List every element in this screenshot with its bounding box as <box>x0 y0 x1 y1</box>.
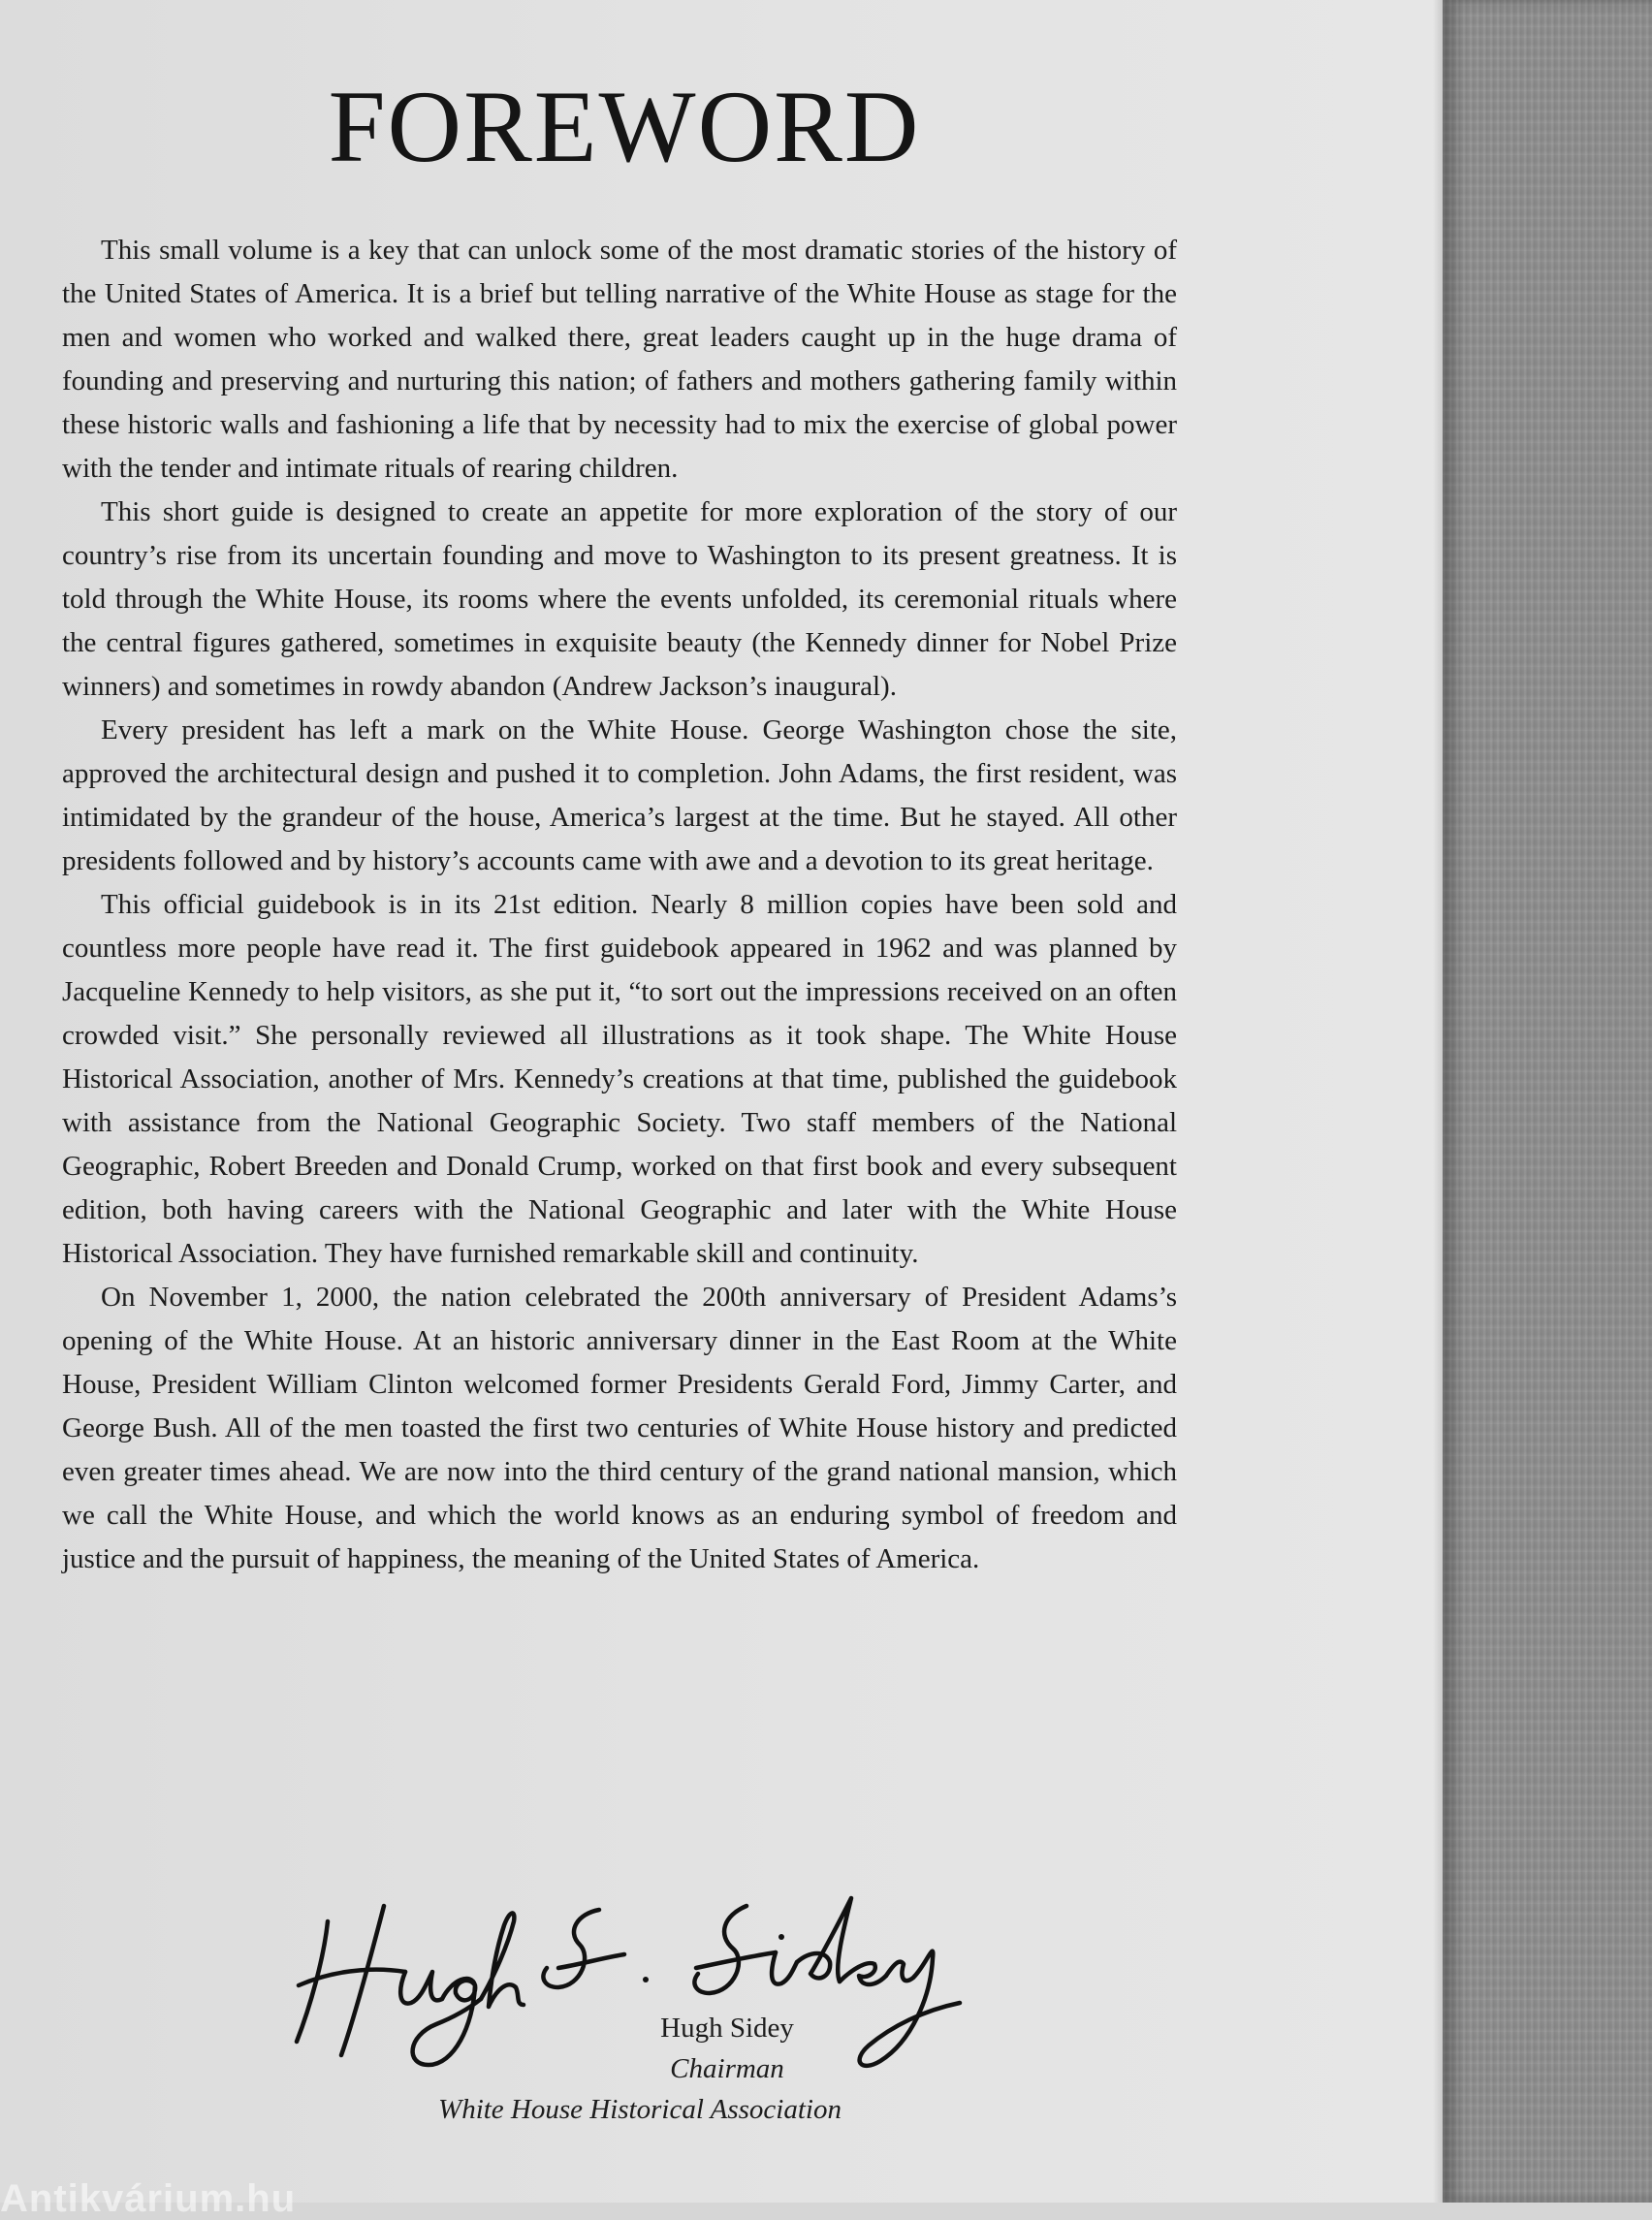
signer-organization: White House Historical Association <box>438 2094 842 2125</box>
watermark: Antikvárium.hu <box>0 2177 297 2220</box>
paragraph: This small volume is a key that can unlock some of the most dramatic stories of the history of the United States of America. It is a brief but telling narrative of the White House as stage for the men and women who worked and walked there, great leaders caught up in the huge drama of founding and preserving and nurturing this nation; of fathers and mothers gathering family within these historic walls and fashioning a life that by necessity had to mix the exercise of global power with the tender and intimate rituals of rearing children. <box>62 235 1177 484</box>
page-title: FOREWORD <box>328 70 921 183</box>
paragraph: Every president has left a mark on the White House. George Washington chose the site, approved the architectural design and pushed it to completion. John Adams, the first resident, was intimidated by the grandeur of the house, America’s largest at the time. But he stayed. All other presidents followed and by history’s accounts came with awe and a devotion to its great heritage. <box>62 714 1177 876</box>
signer-name: Hugh Sidey <box>660 2013 794 2044</box>
signer-role: Chairman <box>670 2053 784 2084</box>
paragraph: This official guidebook is in its 21st edition. Nearly 8 million copies have been sold and countless more people have read it. The first guidebook appeared in 1962 and was planned by Jacqueline Kennedy to help visitors, as she put it, “to sort out the impressions received on an often crowded visit.” She personally reviewed all illustrations as it took shape. The White House Historical Association, another of Mrs. Kennedy’s creations at that time, published the guidebook with assistance from the National Geographic Society. Two staff members of the National Geographic, Robert Breeden and Donald Crump, worked on that first book and every subsequent edition, both having careers with the National Geographic and later with the White House Historical Association. They have furnished remarkable skill and continuity. <box>62 889 1177 1269</box>
page-edge-shadow <box>1433 0 1443 2203</box>
paragraph: This short guide is designed to create an appetite for more exploration of the story of our country’s rise from its uncertain founding and move to Washington to its present greatness. It is told through the White House, its rooms where the events unfolded, its ceremonial rituals where the central figures gathered, sometimes in exquisite beauty (the Kennedy dinner for Nobel Prize winners) and sometimes in rowdy abandon (Andrew Jackson’s inaugural). <box>62 496 1177 702</box>
paragraph: On November 1, 2000, the nation celebrated the 200th anniversary of President Adams’s opening of the White House. At an historic anniversary dinner in the East Room at the White House, President William Clinton welcomed former Presidents Gerald Ford, Jimmy Carter, and George Bush. All of the men toasted the first two centuries of White House history and predicted even greater times ahead. We are now into the third century of the grand national mansion, which we call the White House, and which the world knows as an enduring symbol of freedom and justice and the pursuit of happiness, the meaning of the United States of America. <box>62 1282 1177 1574</box>
textured-backing <box>1443 0 1652 2203</box>
signature-block <box>291 1871 989 2162</box>
foreword-body <box>62 229 1177 1581</box>
